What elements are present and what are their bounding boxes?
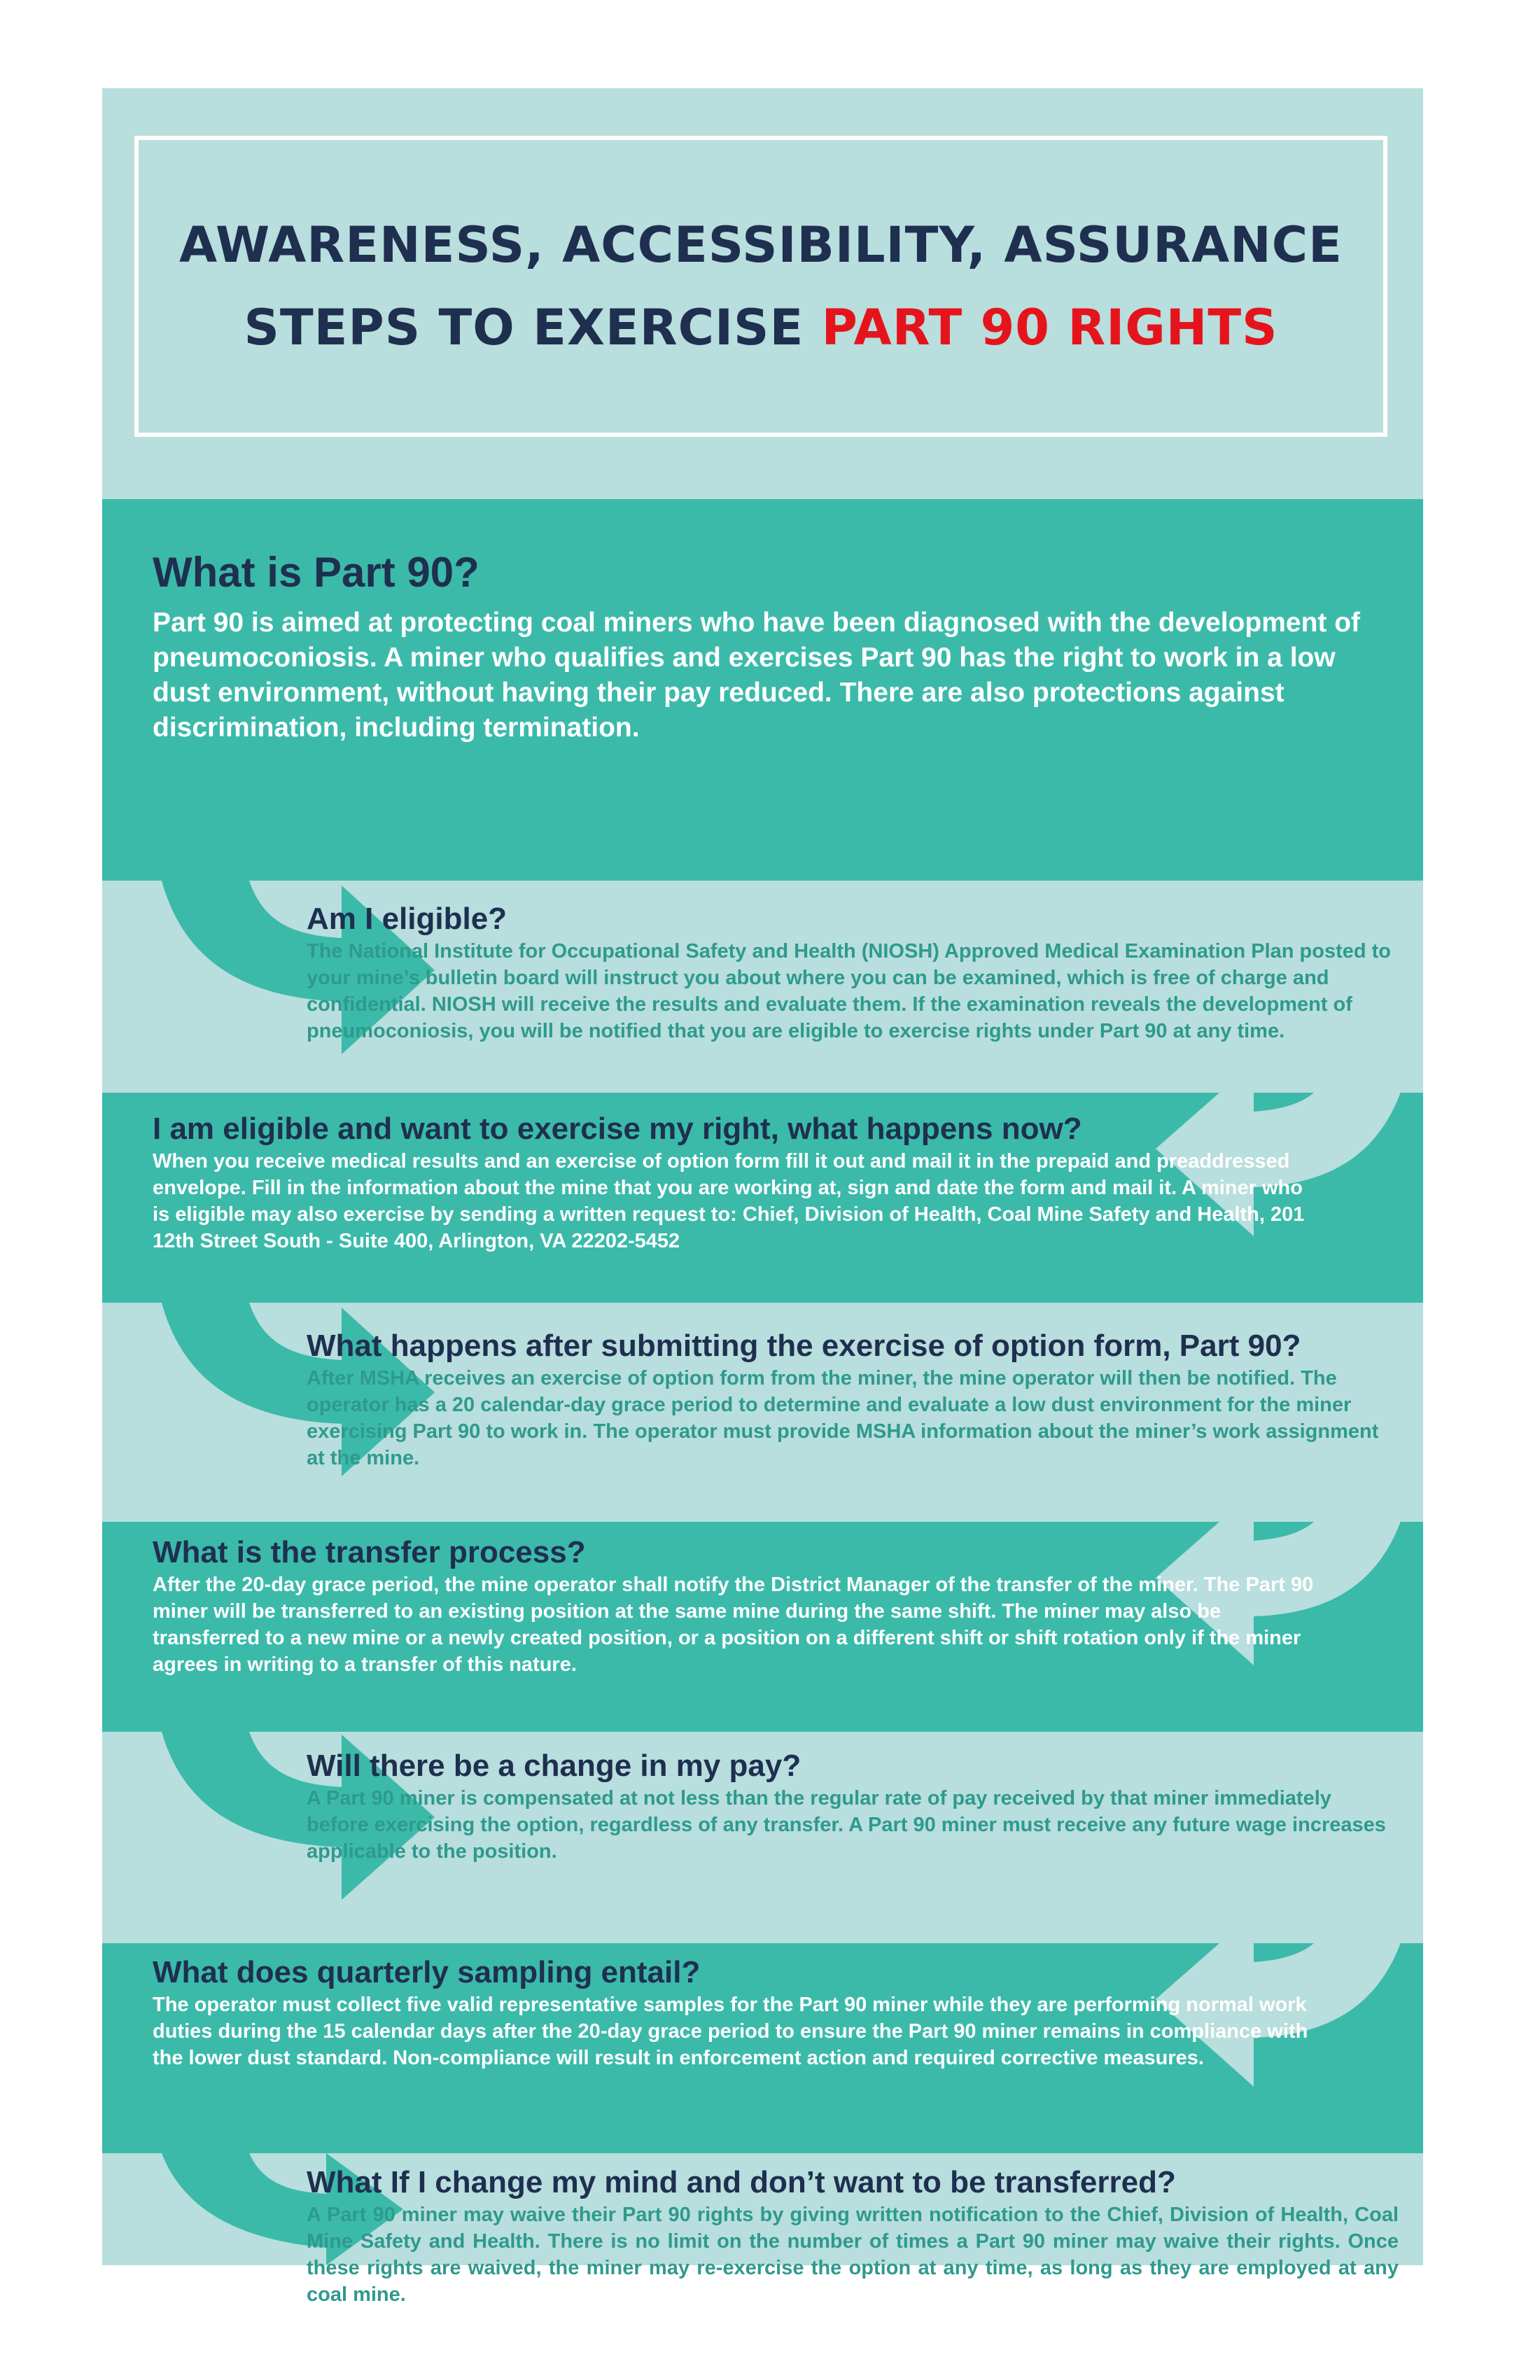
section-body: When you receive medical results and an exercise of option form fill it out and mail it in the prepaid and preaddressed envelope. Fill in the information about the mine that you are working at, sign and date the form and mail it. A miner who is eligible may also exercise by sending a written request to: Chief, Division of Health, Coal Mine Safety and Health, 201 12th Street South - Suite 400, Arlington, VA 22202-5452 bbox=[153, 1150, 1305, 1252]
section-what-is-part-90 bbox=[153, 547, 1371, 746]
section-heading: What is the transfer process? bbox=[153, 1535, 586, 1569]
section-body: After MSHA receives an exercise of option form from the miner, the mine operator will then be notified. The operator has a 20 calendar-day grace period to determine and evaluate a low dust environment for the miner exercising Part 90 to work in. The operator must provide MSHA information about the miner’s work assignment at the mine. bbox=[307, 1367, 1379, 1469]
section-body: Part 90 is aimed at protecting coal miners who have been diagnosed with the development of pneumoconiosis. A miner who qualifies and exercises Part 90 has the right to work in a low dust environment, without having their pay reduced. There are also protections against discrimination, including termination. bbox=[153, 608, 1361, 743]
section-change-in-pay bbox=[307, 1747, 1399, 1865]
title-line-2-highlight: PART 90 RIGHTS bbox=[821, 299, 1278, 356]
section-body: The operator must collect five valid representative samples for the Part 90 miner while they are performing normal work duties during the 15 calendar days after the 20-day grace period to ensure the Part 90 miner remains in compliance with the lower dust standard. Non-compliance will result in enforcement action and required corrective measures. bbox=[153, 1994, 1308, 2069]
section-heading: Am I eligible? bbox=[307, 902, 507, 936]
section-body: A Part 90 miner is compensated at not less than the regular rate of pay received by that miner immediately before exercising the option, regardless of any transfer. A Part 90 miner must receive any future wage increases applicable to the position. bbox=[307, 1787, 1386, 1863]
section-transfer-process bbox=[153, 1534, 1322, 1678]
section-heading: Will there be a change in my pay? bbox=[307, 1749, 802, 1783]
section-after-submitting bbox=[307, 1327, 1399, 1471]
section-body: The National Institute for Occupational Safety and Health (NIOSH) Approved Medical Examination Plan posted to your mine’s bulletin board will instruct you about where you can be examined, which is free of charge and confidential. NIOSH will receive the results and evaluate them. If the examination reveals the development of pneumoconiosis, you will be notified that you are eligible to exercise rights under Part 90 at any time. bbox=[307, 940, 1392, 1042]
section-body: A Part 90 miner may waive their Part 90 rights by giving written notification to the Chief, Division of Health, Coal Mine Safety and Health. There is no limit on the number of times a Part 90 miner may waive their rights. Once these rights are waived, the miner may re-exercise the option at any time, as long as they are employed at any coal mine. bbox=[307, 2204, 1399, 2306]
section-heading: What If I change my mind and don’t want to be transferred? bbox=[307, 2165, 1176, 2199]
section-heading: What does quarterly sampling entail? bbox=[153, 1955, 701, 1989]
section-quarterly-sampling bbox=[153, 1954, 1322, 2071]
section-body: After the 20-day grace period, the mine operator shall notify the District Manager of the transfer of the miner. The Part 90 miner will be transferred to an existing position at the same mine during the same shift. The miner may also be transferred to a new mine or a newly created position, or a position on a different shift or shift rotation only if the miner agrees in writing to a transfer of this nature. bbox=[153, 1574, 1314, 1676]
title-line-2-prefix: STEPS TO EXERCISE bbox=[244, 299, 822, 356]
section-change-my-mind bbox=[307, 2164, 1399, 2308]
section-heading: What happens after submitting the exercise of option form, Part 90? bbox=[307, 1329, 1301, 1363]
poster bbox=[102, 88, 1423, 2306]
section-heading: What is Part 90? bbox=[153, 549, 479, 596]
section-eligible-exercise bbox=[153, 1110, 1322, 1254]
section-am-i-eligible bbox=[307, 900, 1399, 1044]
section-heading: I am eligible and want to exercise my right, what happens now? bbox=[153, 1112, 1082, 1146]
title-line-1: AWARENESS, ACCESSIBILITY, ASSURANCE bbox=[179, 216, 1343, 274]
